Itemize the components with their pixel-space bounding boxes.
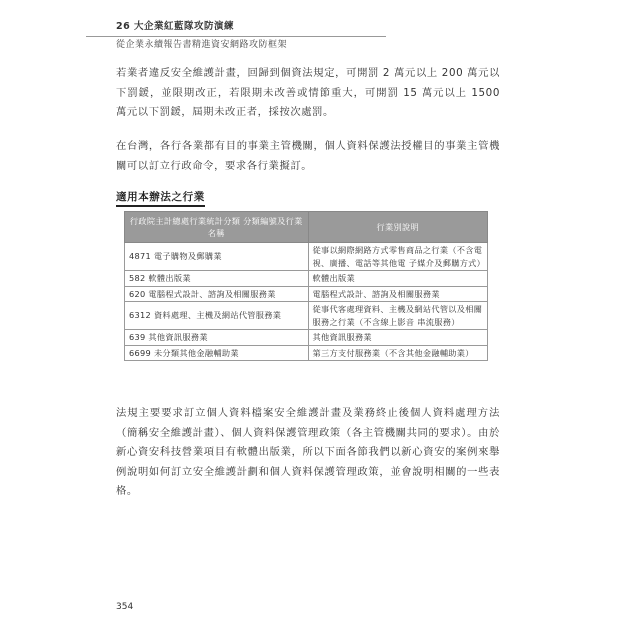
table-row xyxy=(125,243,488,271)
table-header-row xyxy=(125,212,488,243)
paragraph-authority: 在台灣，各行各業都有目的事業主管機關，個人資料保護法授權目的事業主管機關可以訂立行政命令，要求各行業擬訂。 xyxy=(116,140,500,172)
table-cell-category: 4871 電子購物及郵購業 xyxy=(125,243,309,271)
table-header-description: 行業別說明 xyxy=(308,212,488,243)
chapter-title: 從企業永續報告書精進資安網路攻防框架 xyxy=(116,40,288,50)
paragraph-requirements: 法規主要要求訂立個人資料檔案安全維護計畫及業務終止後個人資料處理方法（簡稱安全維護計畫）、個人資料保護管理政策（各主管機關共同的要求）。由於新心資安科技營業項目有軟體出版業，所以下面各節我們以新心資安的案例來舉例說明如何訂立安全維護計劃和個人資料保護管理政策，並會說明相關的一些表格。 xyxy=(116,407,500,497)
running-header xyxy=(116,20,546,52)
table-row xyxy=(125,302,488,330)
table-row xyxy=(125,345,488,361)
table-row xyxy=(125,271,488,287)
table-cell-category: 620 電腦程式設計、諮詢及相關服務業 xyxy=(125,286,309,302)
table-cell-category: 6699 未分類其他金融輔助業 xyxy=(125,345,309,361)
table-cell-category: 639 其他資訊服務業 xyxy=(125,330,309,346)
table-cell-description: 第三方支付服務業（不含其他金融輔助業） xyxy=(308,345,488,361)
header-divider xyxy=(86,36,386,37)
table-cell-category: 582 軟體出版業 xyxy=(125,271,309,287)
page-number: 354 xyxy=(116,602,134,612)
table-cell-description: 從事代客處理資料、主機及網站代管以及相關服務之行業（不含線上影音 串流服務） xyxy=(308,302,488,330)
table-cell-description: 電腦程式設計、諮詢及相關服務業 xyxy=(308,286,488,302)
industry-table xyxy=(124,211,488,361)
table-row xyxy=(125,330,488,346)
table-cell-description: 其他資訊服務業 xyxy=(308,330,488,346)
table-header-category: 行政院主計總處行業統計分類 分類編號及行業名稱 xyxy=(125,212,309,243)
table-cell-description: 從事以網際網路方式零售商品之行業（不含電視、廣播、電話等其他電 子媒介及郵購方式） xyxy=(308,243,488,271)
table-row xyxy=(125,286,488,302)
table-cell-description: 軟體出版業 xyxy=(308,271,488,287)
paragraph-penalties: 若業者違反安全維護計畫，回歸到個資法規定，可開罰 2 萬元以上 200 萬元以下罰鍰，並限期改正，若限期未改善或情節重大，可開罰 15 萬元以上 1500 萬元以下罰鍰，屆期未改正者，採按次處罰。 xyxy=(116,67,500,118)
section-heading: 適用本辦法之行業 xyxy=(116,190,205,207)
table-cell-category: 6312 資料處理、主機及網站代管服務業 xyxy=(125,302,309,330)
book-title: 26 大企業紅藍隊攻防演練 xyxy=(116,21,235,32)
